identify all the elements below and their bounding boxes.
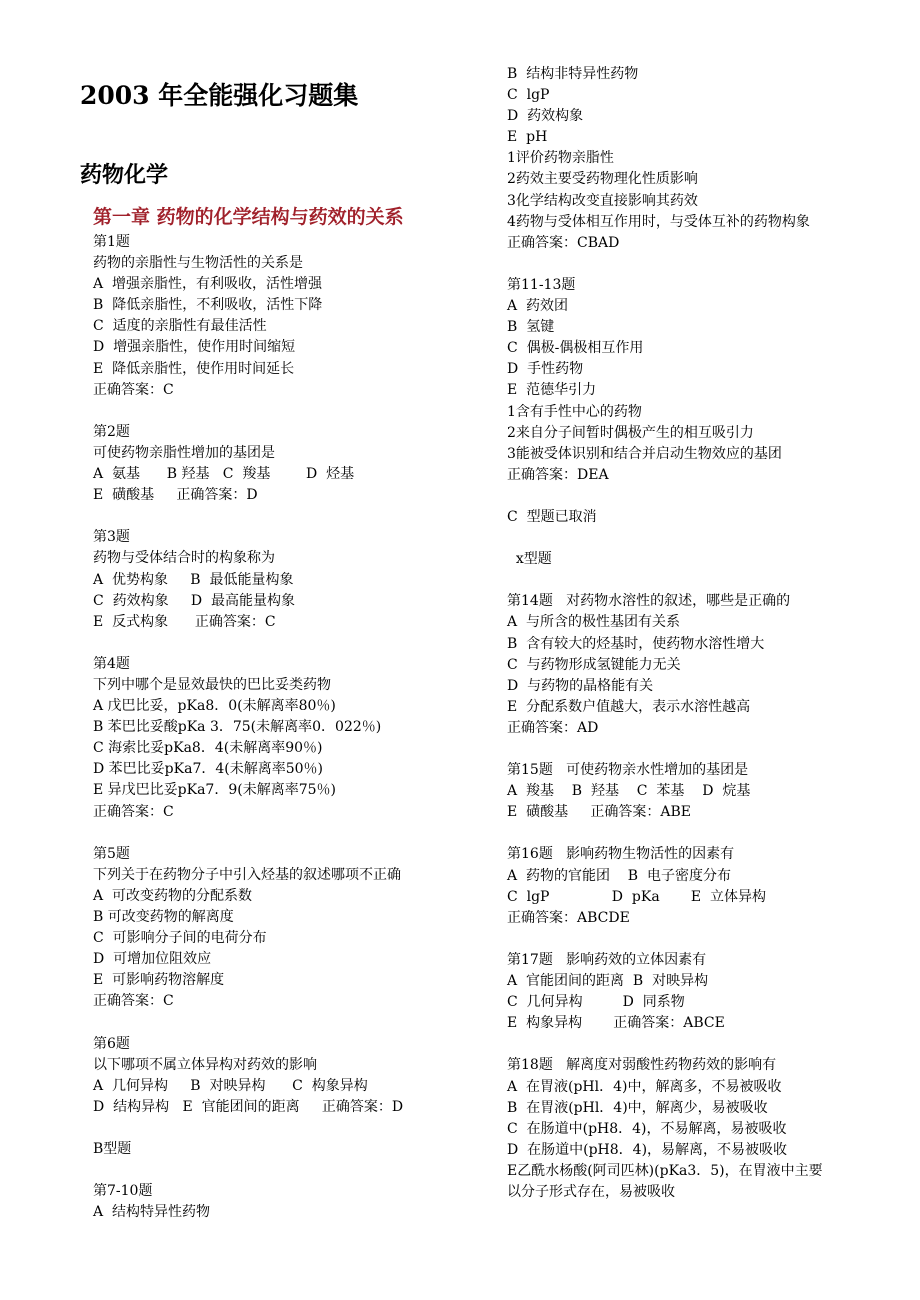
text-line: A 几何异构 B 对映异构 C 构象异构 (93, 1077, 368, 1094)
text-line: C 药效构象 D 最高能量构象 (93, 592, 295, 609)
text-line: D 药效构象 (507, 108, 584, 125)
text-line: 第4题 (93, 655, 130, 672)
question-block (507, 950, 887, 1034)
text-line: C 海索比妥pKa8．4(未解离率90％) (93, 740, 323, 757)
text-line: 第1题 (93, 234, 130, 250)
text-line: 正确答案：AD (507, 719, 599, 736)
text-line: 以下哪项不属立体异构对药效的影响 (93, 1056, 317, 1073)
text-line: A 药物的官能团 B 电子密度分布 (507, 867, 731, 884)
text-line: D 苯巴比妥pKa7．4(未解离率50％) (93, 761, 323, 778)
text-line: E 可影响药物溶解度 (93, 972, 225, 989)
text-line: 正确答案：C (93, 381, 174, 398)
text-line: 下列中哪个是显效最快的巴比妥类药物 (93, 676, 331, 693)
text-line: D 在肠道中(pH8．4)，易解离，不易被吸收 (507, 1141, 788, 1158)
text-line: A 官能团间的距离 B 对映异构 (507, 973, 709, 990)
text-line: 药物的亲脂性与生物活性的关系是 (93, 255, 303, 272)
block-gap (93, 823, 473, 844)
right-question-list (507, 64, 887, 1203)
text-line: 2药效主要受药物理化性质影响 (507, 171, 698, 188)
text-line: 正确答案：C (93, 803, 174, 820)
text-line: 第7-10题 (93, 1183, 153, 1200)
text-line: B 降低亲脂性，不利吸收，活性下降 (93, 297, 323, 314)
text-line: 第15题 可使药物亲水性增加的基团是 (507, 762, 749, 779)
text-line: A 优势构象 B 最低能量构象 (93, 571, 294, 588)
block-gap (507, 254, 887, 275)
text-line: 2来自分子间暂时偶极产生的相互吸引力 (507, 424, 754, 441)
text-line: A 可改变药物的分配系数 (93, 887, 253, 904)
text-line: D 结构异构 E 官能团间的距离 正确答案：D (93, 1098, 404, 1115)
question-block (93, 422, 473, 506)
block-gap (507, 929, 887, 950)
question-block (93, 527, 473, 632)
text-line: 第6题 (93, 1035, 130, 1052)
text-line: 正确答案：ABCDE (507, 909, 630, 926)
text-line: E 分配系数户值越大，表示水溶性越高 (507, 698, 751, 715)
question-block (93, 1139, 473, 1160)
text-line: 正确答案：DEA (507, 466, 609, 483)
text-line: B型题 (93, 1141, 132, 1158)
text-line: B 在胃液(pHl．4)中，解离少，易被吸收 (507, 1099, 768, 1116)
text-line: 可使药物亲脂性增加的基团是 (93, 444, 275, 461)
text-line: 第18题 解离度对弱酸性药物药效的影响有 (507, 1057, 777, 1074)
question-block (93, 232, 473, 401)
text-line: E 降低亲脂性，使作用时间延长 (93, 360, 295, 377)
text-line: D 与药物的晶格能有关 (507, 677, 654, 694)
question-block (507, 760, 887, 823)
text-line: E 异戊巴比妥pKa7．9(未解离率75％) (93, 782, 336, 799)
left-question-list (93, 232, 473, 1223)
block-gap (507, 570, 887, 591)
text-line: E 范德华引力 (507, 382, 597, 399)
text-line: 第2题 (93, 423, 130, 440)
section-title: 药物化学 (80, 162, 169, 188)
text-line: A 结构特异性药物 (93, 1204, 211, 1221)
text-line: C 几何异构 D 同系物 (507, 994, 685, 1011)
text-line: C lgP D pKa E 立体异构 (507, 888, 766, 905)
text-line: 第5题 (93, 845, 130, 862)
text-line: E 磺酸基 正确答案：ABE (507, 804, 691, 821)
text-line: C 适度的亲脂性有最佳活性 (93, 318, 267, 335)
question-block (507, 591, 887, 739)
block-gap (507, 528, 887, 549)
text-line: A 羧基 B 羟基 C 苯基 D 烷基 (507, 783, 751, 800)
block-gap (507, 739, 887, 760)
text-line: 第3题 (93, 529, 130, 546)
text-line: E 反式构象 正确答案：C (93, 613, 276, 630)
text-line: B 氢键 (507, 319, 555, 336)
question-block (93, 1181, 473, 1223)
text-line: 下列关于在药物分子中引入烃基的叙述哪项不正确 (93, 866, 401, 883)
question-block (507, 844, 887, 928)
question-block (507, 507, 887, 528)
text-line: B 含有较大的烃基时，使药物水溶性增大 (507, 635, 765, 652)
question-block (93, 1034, 473, 1118)
text-line: C 型题已取消 (507, 508, 597, 525)
text-line: C 可影响分子间的电荷分布 (93, 930, 267, 947)
text-line: C 与药物形成氢键能力无关 (507, 656, 681, 673)
text-line: 3能被受体识别和结合并启动生物效应的基团 (507, 445, 782, 462)
text-line: B 结构非特异性药物 (507, 66, 639, 82)
question-block (507, 1055, 887, 1203)
text-line: A 氨基 B 羟基 C 羧基 D 烃基 (93, 466, 355, 483)
document-title: 2003 年全能强化习题集 (80, 81, 359, 110)
block-gap (507, 486, 887, 507)
text-line: C 在肠道中(pH8．4)，不易解离，易被吸收 (507, 1120, 787, 1137)
block-gap (93, 633, 473, 654)
block-gap (507, 823, 887, 844)
text-line: 正确答案：C (93, 993, 174, 1010)
text-line: E 构象异构 正确答案：ABCE (507, 1015, 725, 1032)
text-line: A 在胃液(pHl．4)中，解离多，不易被吸收 (507, 1078, 782, 1095)
text-line: 第17题 影响药效的立体因素有 (507, 951, 707, 968)
block-gap (507, 1034, 887, 1055)
text-line: 4药物与受体相互作用时，与受体互补的药物构象 (507, 213, 810, 230)
text-line: 正确答案：CBAD (507, 234, 620, 251)
text-line: B 苯巴比妥酸pKa 3．75(未解离率0．022％) (93, 719, 382, 736)
text-line: A 戊巴比妥，pKa8．0(未解离率80％) (93, 698, 336, 715)
block-gap (93, 401, 473, 422)
text-line: 第11-13题 (507, 276, 576, 293)
text-line: C lgP (507, 87, 550, 104)
question-block (507, 549, 887, 570)
text-line: 以分子形式存在，易被吸收 (507, 1183, 675, 1200)
text-line: 第14题 对药物水溶性的叙述，哪些是正确的 (507, 593, 791, 610)
text-line: C 偶极-偶极相互作用 (507, 340, 644, 357)
question-block (507, 64, 887, 254)
text-line: A 增强亲脂性，有利吸收，活性增强 (93, 276, 323, 293)
question-block (93, 654, 473, 823)
text-line: 第16题 影响药物生物活性的因素有 (507, 846, 735, 863)
text-line: D 手性药物 (507, 361, 584, 378)
text-line: E乙酰水杨酸(阿司匹林)(pKa3．5)，在胃液中主要 (507, 1162, 823, 1179)
text-line: 药物与受体结合时的构象称为 (93, 550, 275, 567)
block-gap (93, 506, 473, 527)
text-line: A 药效团 (507, 298, 569, 315)
text-line: 1含有手性中心的药物 (507, 403, 642, 420)
block-gap (93, 1012, 473, 1033)
text-line: E pH (507, 129, 548, 146)
text-line: D 增强亲脂性，使作用时间缩短 (93, 339, 296, 356)
block-gap (93, 1118, 473, 1139)
question-block (93, 844, 473, 1013)
text-line: x型题 (507, 551, 552, 568)
text-line: E 磺酸基 正确答案：D (93, 487, 258, 504)
text-line: 1评价药物亲脂性 (507, 150, 614, 167)
chapter-title: 第一章 药物的化学结构与药效的关系 (93, 206, 404, 228)
text-line: B 可改变药物的解离度 (93, 909, 234, 925)
question-block (507, 275, 887, 486)
text-line: D 可增加位阻效应 (93, 951, 212, 968)
text-line: 3化学结构改变直接影响其药效 (507, 192, 698, 209)
block-gap (93, 1160, 473, 1181)
text-line: A 与所含的极性基团有关系 (507, 614, 681, 631)
